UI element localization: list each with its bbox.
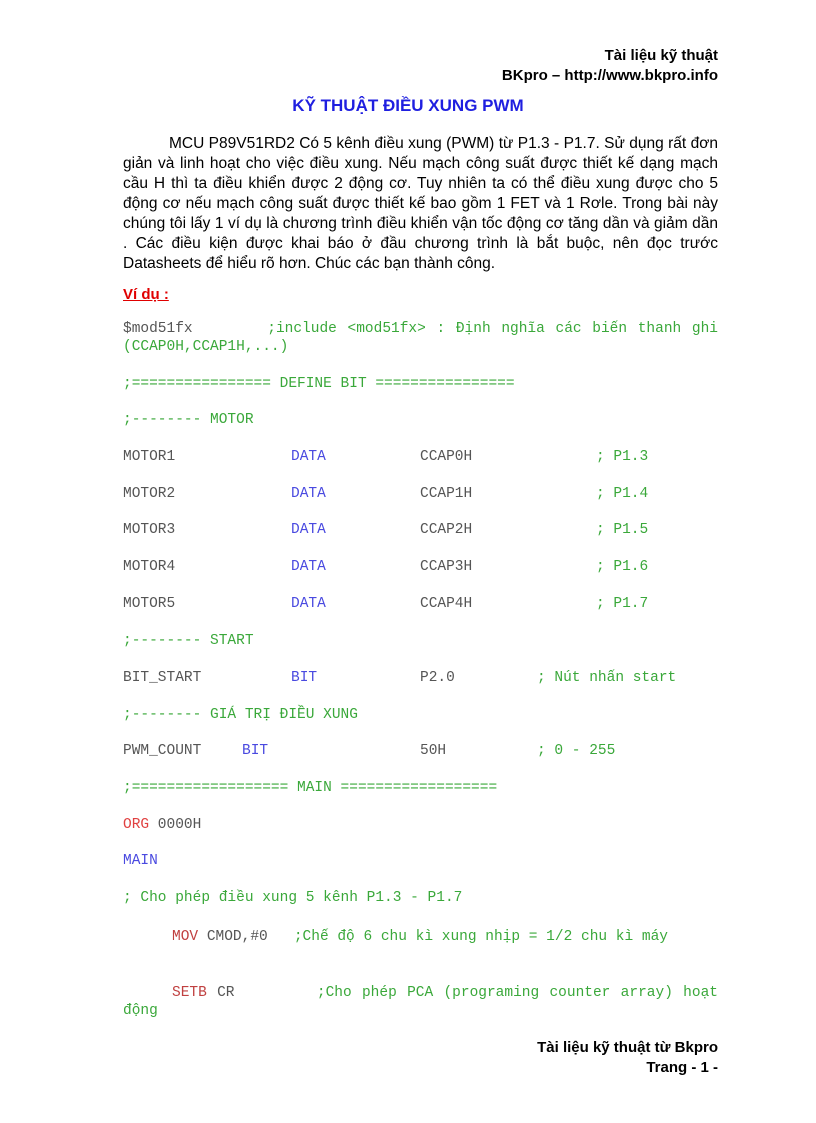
motor-pin-comment: ; P1.5 — [596, 522, 649, 538]
motor-keyword: DATA — [291, 559, 326, 575]
mov-instruction — [123, 928, 718, 946]
header-doc-type: Tài liệu kỹ thuật — [604, 47, 718, 64]
bit-start-comment: ; Nút nhấn start — [537, 670, 677, 686]
main-divider: ;================== MAIN ================== — [123, 780, 498, 796]
pwm-count-register: 50H — [420, 743, 447, 759]
org-keyword: ORG — [123, 817, 150, 833]
start-section-comment: ;-------- START — [123, 633, 254, 649]
motor-pin-comment: ; P1.7 — [596, 596, 649, 612]
bit-start-keyword: BIT — [291, 670, 318, 686]
main-label: MAIN — [123, 853, 158, 869]
pwm-enable-comment: ; Cho phép điều xung 5 kênh P1.3 - P1.7 — [123, 890, 463, 906]
setb-instruction — [123, 984, 718, 1020]
motor-register: CCAP4H — [420, 596, 473, 612]
page-number: Trang - 1 - — [646, 1059, 718, 1076]
page-header — [502, 46, 718, 86]
motor-keyword: DATA — [291, 522, 326, 538]
mod-directive-line — [123, 320, 718, 356]
motor-name: MOTOR3 — [123, 522, 176, 538]
motor-keyword: DATA — [291, 449, 326, 465]
pwm-count-keyword: BIT — [242, 743, 269, 759]
bit-start-name: BIT_START — [123, 670, 202, 686]
mov-comment: ;Chế độ 6 chu kì xung nhịp = 1/2 chu kì máy — [293, 929, 669, 945]
motor-name: MOTOR4 — [123, 559, 176, 575]
motor-keyword: DATA — [291, 596, 326, 612]
motor-register: CCAP0H — [420, 449, 473, 465]
pwm-section-comment: ;-------- GIÁ TRỊ ĐIỀU XUNG — [123, 707, 358, 723]
motor-pin-comment: ; P1.4 — [596, 486, 649, 502]
motor-name: MOTOR1 — [123, 449, 176, 465]
mod-directive: $mod51fx — [123, 321, 193, 337]
motor-name: MOTOR2 — [123, 486, 176, 502]
setb-comment: ;Cho phép PCA (programing counter array) hoạt động — [123, 985, 718, 1019]
org-line — [123, 817, 201, 833]
motor-pin-comment: ; P1.3 — [596, 449, 649, 465]
pwm-count-name: PWM_COUNT — [123, 743, 202, 759]
footer-source: Tài liệu kỹ thuật từ Bkpro — [537, 1039, 718, 1056]
motor-keyword: DATA — [291, 486, 326, 502]
example-label: Ví dụ : — [123, 286, 169, 303]
intro-paragraph — [123, 134, 718, 274]
motor-register: CCAP1H — [420, 486, 473, 502]
header-site: BKpro – http://www.bkpro.info — [501, 67, 718, 84]
motor-register: CCAP2H — [420, 522, 473, 538]
page-footer — [537, 1038, 718, 1078]
intro-text: MCU P89V51RD2 Có 5 kênh điều xung (PWM) từ P1.3 - P1.7. Sử dụng rất đơn giản và linh hoạt cho việc điều xung. Nếu mạch công suất được thiết kế dạng mạch cầu H thì ta điều khiển được 2 động cơ. Tuy nhiên ta có thể điều xung được cho 5 động cơ nếu mạch công suất được thiết kế bao gồm 1 FET và 1 Rơle. Trong bài này chúng tôi lấy 1 ví dụ là chương trình điều khiển vận tốc động cơ tăng dần và giảm dần . Các điều kiện được khai báo ở đầu chương trình là bắt buộc, nên đọc trước Datasheets để hiểu rõ hơn. Chúc các bạn thành công. — [123, 135, 718, 272]
mov-args: CMOD,#0 — [206, 929, 268, 945]
mov-keyword: MOV — [172, 929, 199, 945]
bit-start-register: P2.0 — [420, 670, 455, 686]
setb-args: CR — [217, 985, 235, 1001]
define-bit-divider: ;================ DEFINE BIT ================ — [123, 376, 515, 392]
mod-comment: ;include <mod51fx> : Định nghĩa các biến thanh ghi (CCAP0H,CCAP1H,...) — [123, 321, 718, 355]
motor-pin-comment: ; P1.6 — [596, 559, 649, 575]
org-value: 0000H — [149, 817, 202, 833]
pwm-count-comment: ; 0 - 255 — [537, 743, 616, 759]
document-title: KỸ THUẬT ĐIỀU XUNG PWM — [292, 96, 524, 115]
motor-name: MOTOR5 — [123, 596, 176, 612]
motor-section-comment: ;-------- MOTOR — [123, 412, 254, 428]
motor-register: CCAP3H — [420, 559, 473, 575]
setb-keyword: SETB — [172, 985, 207, 1001]
